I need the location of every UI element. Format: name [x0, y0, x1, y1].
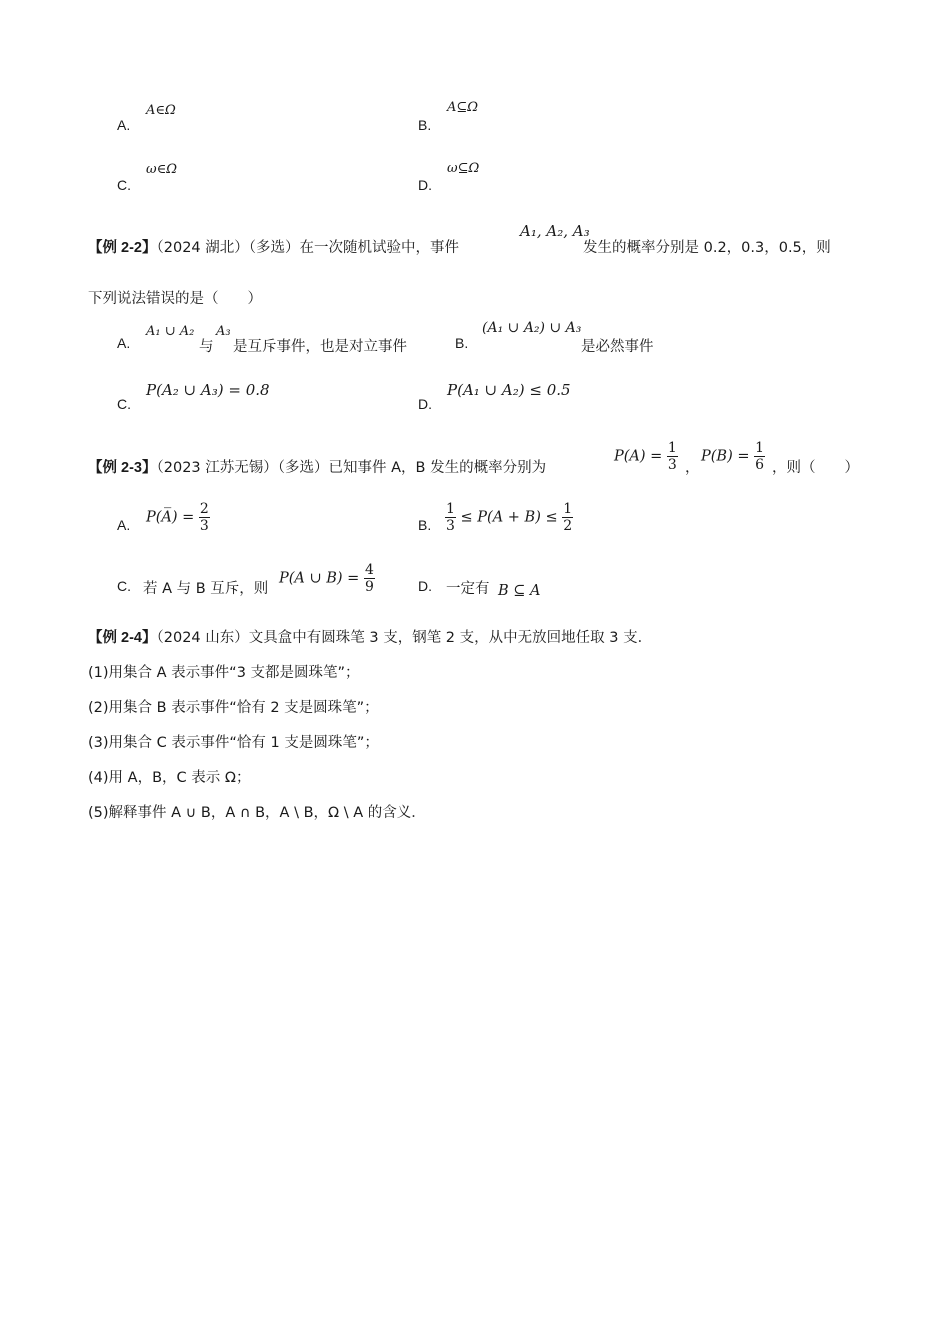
ex23-b-lnum: 1 [446, 501, 455, 517]
example-2-3-line1 [88, 456, 546, 477]
example-2-2-text-after: 发生的概率分别是 0.2，0.3，0.5，则 [583, 240, 831, 256]
ex22-option-a-math2: A₃ [216, 324, 231, 339]
ex23-a-fraction [199, 501, 210, 534]
example-2-2-line1 [88, 236, 459, 257]
example-2-2-source: （2024 湖北）（多选）在一次随机试验中，事件 [156, 240, 460, 256]
ex23-option-a-math [146, 501, 210, 534]
option-c-label: C. [117, 177, 131, 193]
ex22-option-d-label: D. [418, 396, 432, 412]
pb-den: 6 [755, 457, 765, 473]
example-2-3-pa [614, 440, 678, 473]
example-2-2-tag: 【例 2-2】 [88, 240, 157, 256]
pa-lhs: P(A) = [614, 448, 663, 465]
example-2-4-text: （2024 山东）文具盒中有圆珠笔 3 支，钢笔 2 支，从中无放回地任取 3 支． [156, 630, 653, 646]
ex23-option-b-math [445, 501, 573, 534]
pa-num: 1 [667, 440, 677, 456]
ex22-option-b-math: (A₁ ∪ A₂) ∪ A₃ [482, 320, 582, 336]
example-2-3-text: （2023 江苏无锡）（多选）已知事件 A，B 发生的概率分别为 [156, 460, 547, 476]
ex23-c-num: 4 [364, 562, 374, 578]
option-c-math: ω∈Ω [146, 162, 178, 177]
ex23-option-c-label: C. [117, 578, 131, 594]
ex22-option-b-text: 是必然事件 [581, 339, 654, 355]
pa-den: 3 [667, 457, 677, 473]
example-2-4-item-1: (1)用集合 A 表示事件“3 支都是圆珠笔”； [88, 665, 360, 681]
ex22-option-a-mid: 与 [199, 339, 214, 355]
ex23-option-a-label: A. [117, 517, 131, 533]
ex23-option-d-math: B ⊆ A [498, 583, 541, 599]
example-2-4-item-4: (4)用 A，B，C 表示 Ω； [88, 770, 251, 786]
example-2-4-item-2: (2)用集合 B 表示事件“恰有 2 支是圆珠笔”； [88, 700, 379, 716]
example-2-3-tail: ，则（ ） [772, 460, 859, 476]
pb-lhs: P(B) = [701, 448, 750, 465]
ex23-b-lden: 3 [446, 518, 455, 534]
example-2-4-item-3: (3)用集合 C 表示事件“恰有 1 支是圆珠笔”； [88, 735, 379, 751]
ex23-option-d-text: 一定有 [446, 581, 490, 597]
example-2-3-tag: 【例 2-3】 [88, 460, 157, 476]
pb-num: 1 [755, 440, 765, 456]
ex23-b-rden: 2 [563, 518, 573, 534]
ex23-c-fraction [364, 562, 375, 595]
example-2-2-events: A₁, A₂, A₃ [520, 222, 590, 240]
option-d-label: D. [418, 177, 432, 193]
ex23-c-lhs: P(A ∪ B) = [279, 570, 360, 587]
ex23-a-den: 3 [199, 518, 209, 534]
option-a-label: A. [117, 117, 131, 133]
example-2-3-pb [701, 440, 765, 473]
ex22-option-a-label: A. [117, 335, 131, 351]
ex23-a-num: 2 [199, 501, 209, 517]
ex23-b-lfraction [445, 501, 456, 534]
ex22-option-c-label: C. [117, 396, 131, 412]
ex22-option-d-math: P(A₁ ∪ A₂) ≤ 0.5 [447, 381, 571, 399]
ex23-c-den: 9 [364, 579, 374, 595]
ex23-b-rfraction [562, 501, 573, 534]
example-2-4-line1 [88, 626, 652, 647]
ex22-option-a-math1: A₁ ∪ A₂ [146, 324, 195, 339]
ex23-a-lhs: P(A̅) = [146, 509, 195, 526]
ex23-option-b-label: B. [418, 517, 432, 533]
option-b-math: A⊆Ω [447, 100, 479, 115]
ex22-option-c-math: P(A₂ ∪ A₃) = 0.8 [146, 381, 270, 399]
pb-fraction [754, 440, 765, 473]
ex22-option-b-label: B. [455, 335, 469, 351]
ex23-b-rnum: 1 [563, 501, 573, 517]
option-a-math: A∈Ω [146, 103, 176, 118]
ex23-b-mid: ≤ P(A + B) ≤ [460, 509, 558, 526]
ex23-option-d-label: D. [418, 578, 432, 594]
ex23-option-c-text: 若 A 与 B 互斥，则 [143, 581, 269, 597]
ex22-option-a-text: 是互斥事件，也是对立事件 [233, 339, 407, 355]
pa-fraction [667, 440, 678, 473]
option-b-label: B. [418, 117, 432, 133]
example-2-2-line2: 下列说法错误的是（ ） [88, 291, 262, 307]
example-2-3-sep: ， [685, 460, 700, 476]
ex23-option-c-math [279, 562, 375, 595]
example-2-4-item-5: (5)解释事件 A ∪ B，A ∩ B，A \ B，Ω \ A 的含义． [88, 805, 426, 821]
option-d-math: ω⊆Ω [447, 161, 480, 176]
example-2-4-tag: 【例 2-4】 [88, 630, 157, 646]
